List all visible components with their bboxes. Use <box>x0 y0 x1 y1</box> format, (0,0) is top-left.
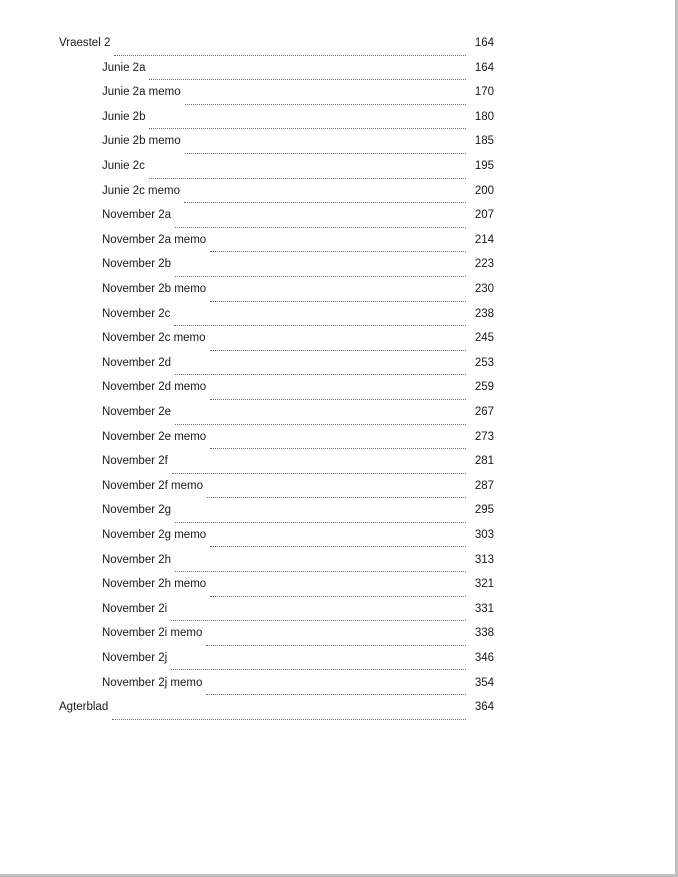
toc-entry-label: November 2i <box>102 602 168 615</box>
toc-entry[interactable] <box>59 526 494 551</box>
toc-entry-page-number: 230 <box>474 283 494 296</box>
toc-entry-label: November 2e memo <box>102 430 207 443</box>
toc-entry[interactable] <box>59 108 494 133</box>
toc-leader-dots <box>149 178 466 179</box>
toc-entry-page-number: 313 <box>474 553 494 566</box>
toc-entry[interactable] <box>59 206 494 231</box>
toc-entry[interactable] <box>59 329 494 354</box>
toc-leader-dots <box>175 571 466 572</box>
toc-entry-label: Agterblad <box>59 701 109 714</box>
toc-entry-page-number: 223 <box>474 258 494 271</box>
toc-entry-page-number: 354 <box>474 676 494 689</box>
toc-entry-label: November 2h memo <box>102 578 207 591</box>
toc-entry-page-number: 338 <box>474 627 494 640</box>
toc-leader-dots <box>112 719 466 720</box>
toc-entry-label: November 2e <box>102 406 172 418</box>
toc-entry-page-number: 195 <box>474 160 494 173</box>
toc-entry-label: November 2d <box>102 356 172 369</box>
toc-leader-dots <box>206 694 466 695</box>
toc-entry[interactable] <box>59 673 494 698</box>
toc-leader-dots <box>184 202 466 203</box>
toc-leader-dots <box>210 301 466 302</box>
toc-entry[interactable] <box>59 575 494 600</box>
toc-entry-label: Junie 2b <box>102 110 146 123</box>
toc-entry-label: November 2a memo <box>102 233 207 246</box>
toc-entry[interactable] <box>59 255 494 280</box>
toc-entry-label: November 2d memo <box>102 381 207 394</box>
toc-entry-label: November 2f <box>102 455 168 468</box>
toc-entry-label: November 2g <box>102 504 172 517</box>
toc-entry-page-number: 207 <box>474 209 494 222</box>
toc-entry-label: November 2j <box>102 651 168 664</box>
toc-entry[interactable] <box>59 477 494 502</box>
toc-entry[interactable] <box>59 600 494 625</box>
toc-entry-label: November 2b <box>102 258 172 271</box>
toc-entry-label: November 2j memo <box>102 676 203 689</box>
toc-entry[interactable] <box>59 231 494 256</box>
toc-entry-label: Junie 2b memo <box>102 135 181 148</box>
toc-entry-label: November 2h <box>102 553 172 566</box>
toc-entry-page-number: 364 <box>474 701 494 714</box>
toc-leader-dots <box>174 325 466 326</box>
toc-entry-page-number: 303 <box>474 528 494 541</box>
toc-entry-page-number: 164 <box>474 37 494 50</box>
toc-entry-label: Junie 2c memo <box>102 184 180 197</box>
toc-entry-label: Junie 2a <box>102 61 146 74</box>
toc-leader-dots <box>149 128 466 129</box>
toc-entry-label: November 2f memo <box>102 479 203 492</box>
toc-entry[interactable] <box>59 182 494 207</box>
toc-entry[interactable] <box>59 698 494 723</box>
toc-entry-page-number: 287 <box>474 479 494 492</box>
toc-entry[interactable] <box>59 34 494 59</box>
toc-entry-page-number: 273 <box>474 430 494 443</box>
toc-leader-dots <box>171 669 466 670</box>
toc-leader-dots <box>207 497 466 498</box>
toc-entry-page-number: 238 <box>474 307 494 320</box>
toc-leader-dots <box>185 153 466 154</box>
toc-entry-label: Junie 2c <box>102 160 145 173</box>
toc-entry-page-number: 170 <box>474 86 494 99</box>
toc-entry[interactable] <box>59 305 494 330</box>
toc-leader-dots <box>114 55 466 56</box>
toc-entry[interactable] <box>59 403 494 428</box>
toc-entry-page-number: 245 <box>474 332 494 345</box>
toc-entry-page-number: 185 <box>474 135 494 148</box>
toc-entry[interactable] <box>59 550 494 575</box>
toc-entry-page-number: 267 <box>474 406 494 418</box>
toc-entry-page-number: 295 <box>474 504 494 517</box>
toc-leader-dots <box>210 350 466 351</box>
toc-leader-dots <box>210 399 466 400</box>
toc-leader-dots <box>175 227 466 228</box>
toc-entry[interactable] <box>59 280 494 305</box>
toc-leader-dots <box>210 251 466 252</box>
toc-entry[interactable] <box>59 428 494 453</box>
toc-leader-dots <box>210 546 466 547</box>
toc-entry[interactable] <box>59 83 494 108</box>
toc-leader-dots <box>210 448 466 449</box>
toc-leader-dots <box>175 276 466 277</box>
toc-entry-label: November 2c memo <box>102 332 206 345</box>
toc-leader-dots <box>185 104 466 105</box>
toc-entry-label: November 2i memo <box>102 627 203 640</box>
toc-leader-dots <box>171 620 466 621</box>
toc-entry[interactable] <box>59 59 494 84</box>
toc-entry[interactable] <box>59 157 494 182</box>
toc-entry-page-number: 259 <box>474 381 494 394</box>
toc-entry-label: November 2b memo <box>102 283 207 296</box>
toc-leader-dots <box>175 424 466 425</box>
toc-leader-dots <box>172 473 466 474</box>
toc-entry[interactable] <box>59 132 494 157</box>
toc-leader-dots <box>206 645 466 646</box>
toc-entry[interactable] <box>59 501 494 526</box>
toc-entry-page-number: 180 <box>474 110 494 123</box>
toc-entry-label: November 2a <box>102 209 172 222</box>
toc-entry-label: Junie 2a memo <box>102 86 181 99</box>
toc-entry-page-number: 281 <box>474 455 494 468</box>
toc-entry-label: November 2c <box>102 307 171 320</box>
toc-leader-dots <box>175 522 466 523</box>
toc-entry-page-number: 346 <box>474 651 494 664</box>
toc-entry-page-number: 331 <box>474 602 494 615</box>
toc-entry-label: November 2g memo <box>102 528 207 541</box>
toc-entry-page-number: 164 <box>474 61 494 74</box>
table-of-contents <box>59 34 494 723</box>
toc-entry-page-number: 214 <box>474 233 494 246</box>
toc-entry[interactable] <box>59 624 494 649</box>
toc-entry[interactable] <box>59 452 494 477</box>
toc-entry-page-number: 200 <box>474 184 494 197</box>
toc-entry-page-number: 253 <box>474 356 494 369</box>
toc-entry-page-number: 321 <box>474 578 494 591</box>
toc-leader-dots <box>149 79 466 80</box>
toc-leader-dots <box>175 374 466 375</box>
toc-entry[interactable] <box>59 354 494 379</box>
toc-leader-dots <box>210 596 466 597</box>
toc-entry-label: Vraestel 2 <box>59 37 111 50</box>
toc-entry[interactable] <box>59 649 494 674</box>
toc-entry[interactable] <box>59 378 494 403</box>
